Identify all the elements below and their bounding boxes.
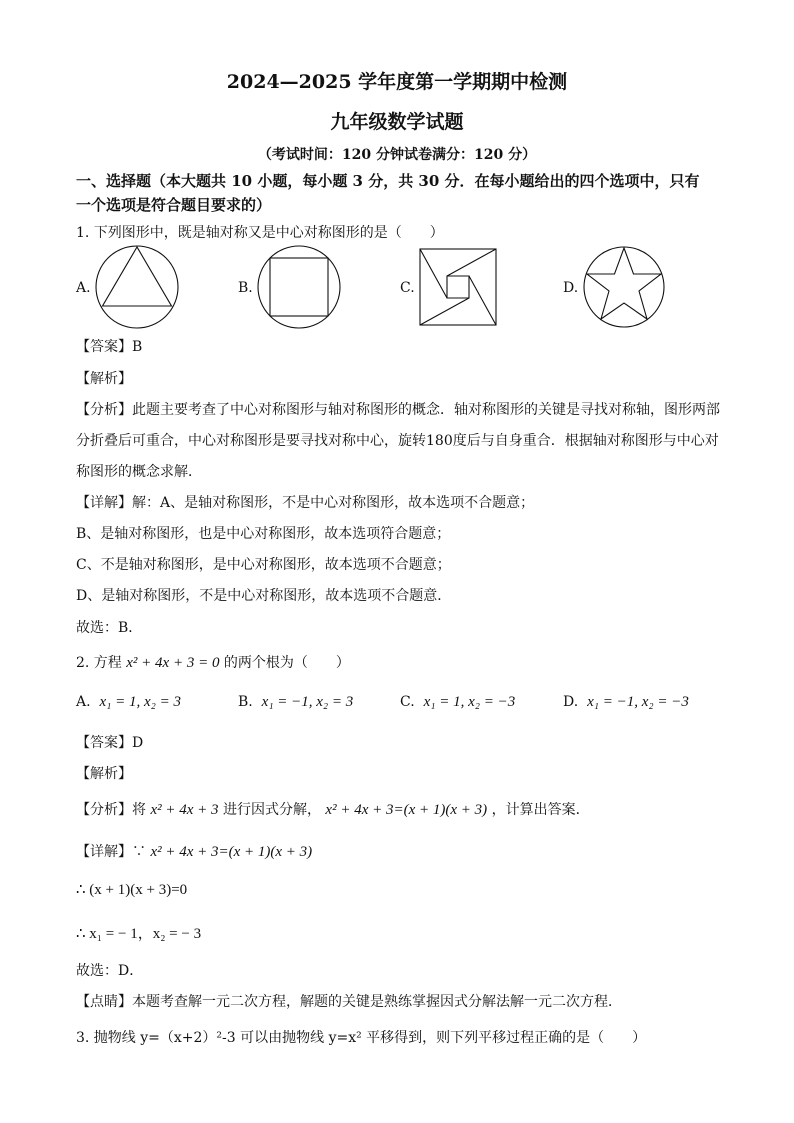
q1-analysis-line3: 称图形的概念求解． [76,464,202,480]
q1-option-c-label: C. [400,280,415,296]
exam-subtitle: 九年级数学试题 [330,111,464,133]
q1-analysis-line2: 分折叠后可重合，中心对称图形是要寻找对称中心，旋转180度后与自身重合．根据轴对称图形与中心对 [76,433,719,449]
q2-stem-suffix: 的两个根为（ ） [223,655,350,671]
q2-step1: ∴ (x + 1)(x + 3)=0 [76,882,188,898]
section-heading-line1: 一、选择题（本大题共 10 小题，每小题 3 分，共 30 分．在每小题给出的四个选项中，只有 [76,172,700,190]
q3-stem: 3. 抛物线 y=（x+2）²-3 可以由抛物线 y=x² 平移得到，则下列平移过程正确的是（ ） [76,1030,647,1046]
q2-option-math: x₁ = −1, x₂ = −3 [587,694,689,710]
q2-option-math: x₁ = 1, x₂ = 3 [99,694,181,710]
q1-option-b-label: B. [238,280,253,296]
q1-option-a-label: A. [76,280,91,296]
q2-answer: 【答案】D [76,735,144,751]
q2-analysis-prefix: 【分析】将 [76,802,146,818]
q2-analysis-suffix: ，计算出答案． [491,802,590,818]
q1-answer: 【答案】B [76,339,143,355]
exam-title: 2024—2025 学年度第一学期期中检测 [226,71,568,93]
q2-detail-math: x² + 4x + 3=(x + 1)(x + 3) [150,844,313,860]
q1-option-d-label: D. [563,280,579,296]
q1-stem: 1. 下列图形中，既是轴对称又是中心对称图形的是（ ） [76,225,444,241]
q2-stem-prefix: 2. 方程 [76,655,122,671]
q2-detail [76,841,312,861]
q2-detail-prefix: 【详解】∵ [76,844,146,860]
q2-option-math: x₁ = −1, x₂ = 3 [261,694,354,710]
q2-option-c [400,694,515,711]
square-shape [270,258,328,316]
q2-analysis [76,799,590,819]
q1-detail-line: B、是轴对称图形，也是中心对称图形，故本选项符合题意； [76,526,451,542]
q2-option-label: A. [76,694,91,710]
q1-detail-line: D、是轴对称图形，不是中心对称图形，故本选项不合题意． [76,588,452,604]
q2-choice: 故选：D． [76,963,144,979]
exam-info: （考试时间：120 分钟试卷满分：120 分） [257,147,537,163]
q1-jiexi: 【解析】 [76,371,132,387]
q1-option-c-figure [419,248,499,328]
q2-option-b [238,694,353,711]
q2-option-label: B. [238,694,253,710]
inner-square-shape [447,276,469,298]
q2-jiexi: 【解析】 [76,766,132,782]
section-heading-line2: 一个选项是符合题目要求的） [76,196,272,214]
q2-option-math: x₁ = 1, x₂ = −3 [423,694,516,710]
q1-detail-line: 【详解】解：A、是轴对称图形，不是中心对称图形，故本选项不合题意； [76,495,535,511]
star-shape [587,248,661,319]
q2-option-label: C. [400,694,415,710]
q1-option-d-figure [582,245,672,330]
q1-detail-line: C、不是轴对称图形，是中心对称图形，故本选项不合题意； [76,557,451,573]
q1-analysis-line1: 【分析】此题主要考查了中心对称图形与轴对称图形的概念．轴对称图形的关键是寻找对称轴，图形两部 [76,402,720,418]
q2-stem [76,652,350,672]
triangle-shape [103,247,172,306]
q2-analysis-expr: x² + 4x + 3 [150,802,219,818]
q2-option-d [563,694,689,711]
q2-analysis-mid: 进行因式分解， [222,802,321,818]
circle-shape [584,247,664,327]
q2-analysis-factored: x² + 4x + 3=(x + 1)(x + 3) [325,802,488,818]
q1-option-a-figure [93,245,183,330]
q2-step2: ∴ x₁ = − 1，x₂ = − 3 [76,926,202,942]
circle-shape [96,246,178,328]
q2-comment: 【点睛】本题考查解一元二次方程，解题的关键是熟练掌握因式分解法解一元二次方程． [76,994,622,1010]
q1-choice: 故选：B． [76,620,143,636]
q2-option-a [76,694,181,711]
outer-square-shape [420,249,496,325]
q1-option-b-figure [255,245,345,330]
q2-equation: x² + 4x + 3 = 0 [126,655,220,671]
q2-option-label: D. [563,694,579,710]
